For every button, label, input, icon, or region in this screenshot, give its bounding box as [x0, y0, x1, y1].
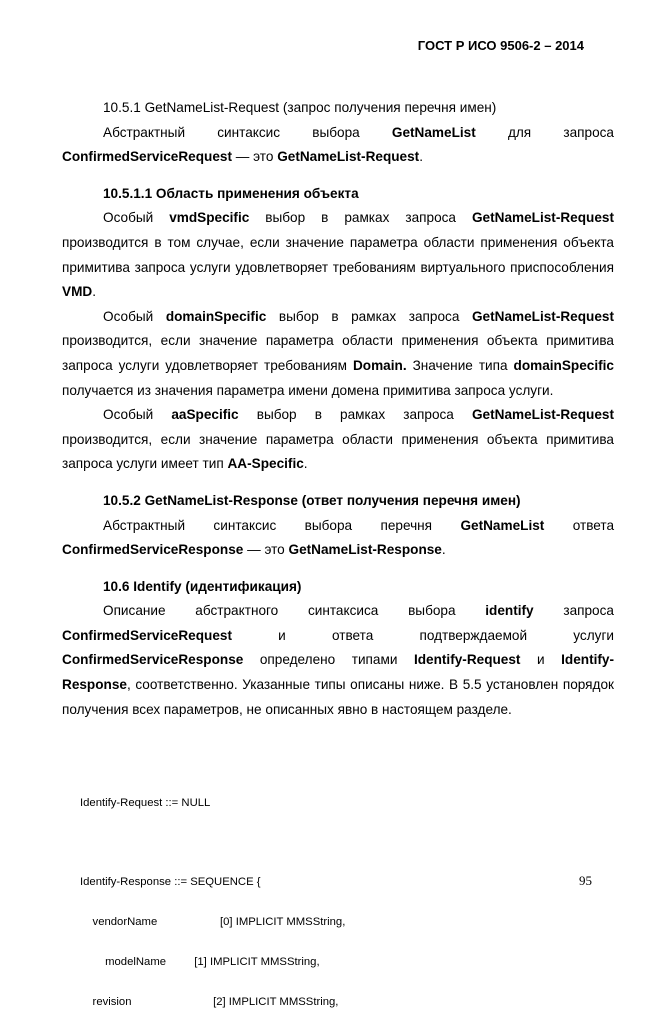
- code-line: vendorName [0] IMPLICIT MMSString,: [80, 916, 346, 929]
- asn1-code-block: [80, 770, 345, 1036]
- code-line: revision [2] IMPLICIT MMSString,: [80, 996, 339, 1009]
- code-line: [80, 836, 345, 849]
- section-10-6-paragraph: Описание абстрактного синтаксиса выбора identify запроса ConfirmedServiceRequest и ответа подтверждаемой услуги ConfirmedServiceResponse определено типами Identify-Request и Identify-Response, соответственно. Указанные типы описаны ниже. В 5.5 установлен порядок получения всех параметров, не описанных явно в настоящем разделе.: [62, 603, 614, 717]
- body-text: [62, 96, 614, 722]
- section-10-5-1-1-heading: 10.5.1.1 Область применения объекта: [103, 185, 359, 201]
- document-header: ГОСТ Р ИСО 9506-2 – 2014: [417, 38, 584, 53]
- page-number: 95: [579, 873, 592, 888]
- code-line: Identify-Request ::= NULL: [80, 796, 211, 809]
- section-10-5-2-heading: 10.5.2 GetNameList-Response (ответ получения перечня имен): [103, 492, 521, 508]
- aa-specific-paragraph: Особый aaSpecific выбор в рамках запроса GetNameList-Request производится, если значение параметра области применения объекта примитива запроса услуги имеет тип AA-Specific.: [62, 407, 614, 472]
- section-10-5-2-paragraph: Абстрактный синтаксис выбора перечня GetNameList ответа ConfirmedServiceResponse — это GetNameList-Response.: [62, 517, 615, 558]
- section-10-6-heading: 10.6 Identify (идентификация): [103, 578, 302, 594]
- vmd-specific-paragraph: Особый vmdSpecific выбор в рамках запроса GetNameList-Request производится в том случае, если значение параметра области применения объекта примитива запроса услуги удовлетворяет требованиям виртуального приспособления VMD.: [62, 210, 614, 300]
- section-10-5-1-paragraph: Абстрактный синтаксис выбора GetNameList для запроса ConfirmedServiceRequest — это GetNameList-Request.: [62, 124, 614, 165]
- code-line: modelName [1] IMPLICIT MMSString,: [80, 956, 320, 969]
- code-line: Identify-Response ::= SEQUENCE {: [80, 876, 261, 889]
- section-10-5-1-heading: 10.5.1 GetNameList-Request (запрос получения перечня имен): [103, 100, 497, 115]
- domain-specific-paragraph: Особый domainSpecific выбор в рамках запроса GetNameList-Request производится, если значение параметра области применения объекта примитива запроса услуги удовлетворяет требованиям Domain. Значение типа domainSpecific получается из значения параметра имени домена примитива запроса услуги.: [62, 308, 614, 398]
